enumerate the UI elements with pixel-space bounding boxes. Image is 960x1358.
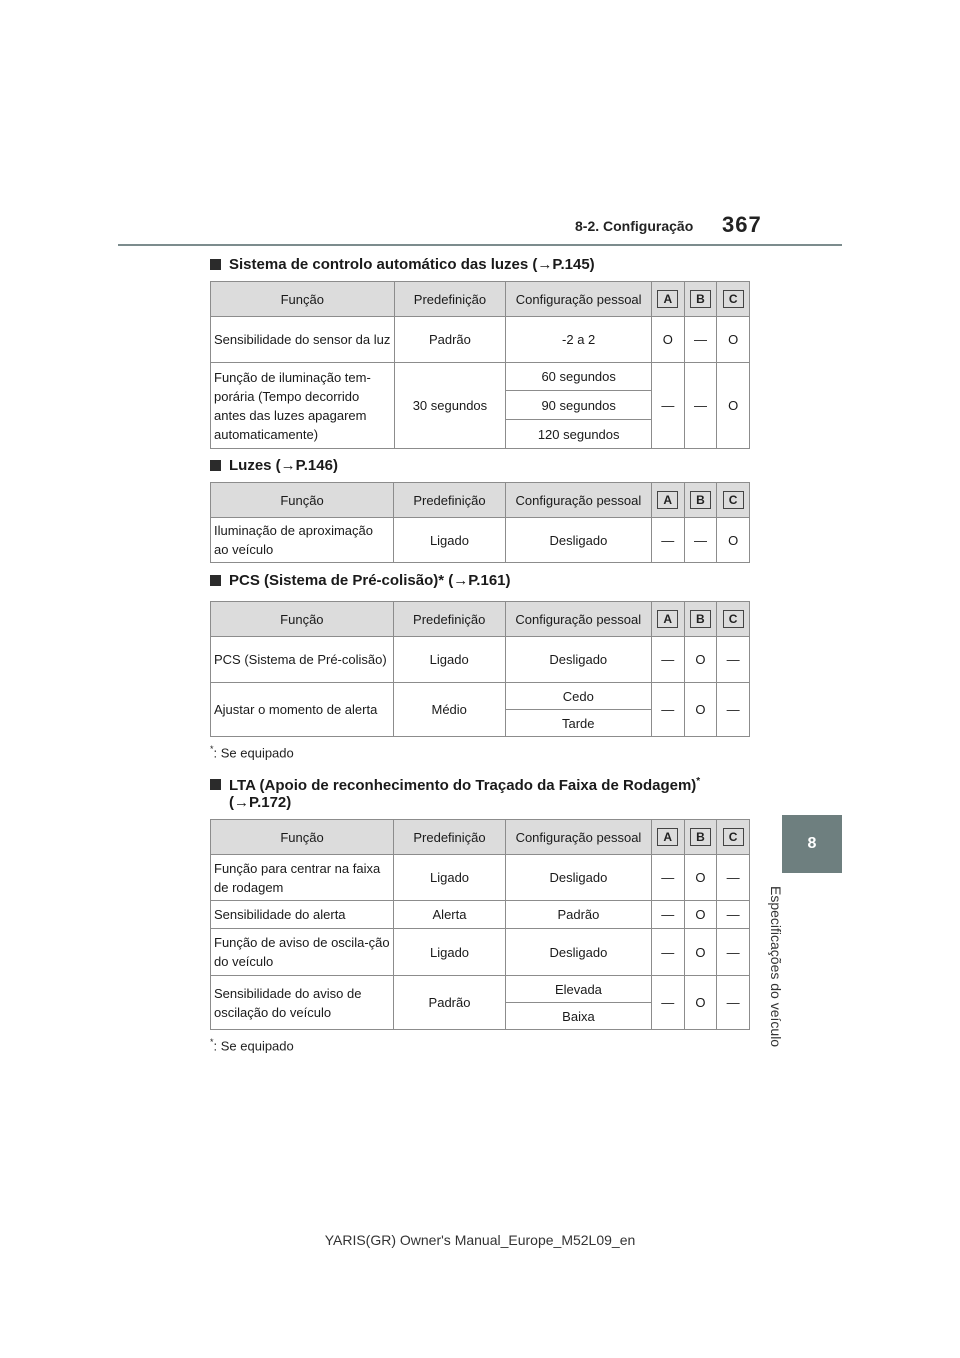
settings-table-lta bbox=[210, 819, 750, 1030]
chapter-title bbox=[768, 886, 804, 1076]
section-heading-text: LTA (Apoio de reconhecimento do Traçado da Faixa de Rodagem) bbox=[229, 777, 697, 794]
header-a: A bbox=[657, 610, 678, 628]
settings-table-pcs bbox=[210, 601, 750, 737]
col-c-cell: O bbox=[717, 518, 750, 563]
default-cell: Ligado bbox=[393, 637, 505, 683]
header-c: C bbox=[723, 828, 744, 846]
col-b-cell: — bbox=[684, 317, 717, 363]
header-default: Predefinição bbox=[394, 820, 506, 855]
col-c-cell: — bbox=[717, 637, 750, 683]
header-function: Função bbox=[211, 820, 394, 855]
setting-cell: 60 segundos bbox=[506, 363, 652, 391]
section-heading-pcs bbox=[210, 572, 511, 589]
section-heading-text: Sistema de controlo automático das luzes (→P.145) bbox=[229, 256, 595, 273]
header-divider bbox=[118, 244, 842, 246]
col-c-cell: O bbox=[717, 363, 750, 449]
default-cell: Padrão bbox=[394, 317, 506, 363]
section-heading-text: Luzes (→P.146) bbox=[229, 457, 338, 474]
header-personal: Configuração pessoal bbox=[505, 820, 651, 855]
square-bullet-icon bbox=[210, 460, 221, 471]
section-heading-asterisk: * bbox=[696, 776, 701, 787]
setting-cell: 90 segundos bbox=[506, 391, 652, 420]
square-bullet-icon bbox=[210, 575, 221, 586]
header-default: Predefinição bbox=[394, 483, 506, 518]
header-b: B bbox=[690, 610, 711, 628]
footnote-text: : Se equipado bbox=[213, 745, 294, 761]
col-c-cell: — bbox=[717, 855, 750, 901]
header-personal: Configuração pessoal bbox=[505, 483, 651, 518]
chapter-tab[interactable] bbox=[782, 815, 842, 873]
setting-cell: Cedo bbox=[505, 683, 651, 710]
col-b-cell: O bbox=[684, 637, 717, 683]
section-heading-lta bbox=[210, 776, 700, 811]
page-footer: YARIS(GR) Owner's Manual_Europe_M52L09_en bbox=[324, 1232, 636, 1248]
default-cell: Ligado bbox=[394, 855, 506, 901]
section-heading-lights bbox=[210, 457, 338, 474]
col-b-cell: O bbox=[684, 901, 717, 929]
footnote bbox=[210, 744, 294, 760]
header-function: Função bbox=[211, 483, 394, 518]
col-b-cell: O bbox=[684, 683, 717, 737]
function-cell: Sensibilidade do aviso de oscilação do veículo bbox=[211, 976, 394, 1030]
chapter-title-text: Especificações do veículo bbox=[768, 886, 784, 1048]
footnote-text: : Se equipado bbox=[213, 1038, 294, 1054]
function-cell: PCS (Sistema de Pré-colisão) bbox=[211, 637, 394, 683]
header-function: Função bbox=[211, 602, 394, 637]
table-row bbox=[211, 929, 750, 976]
page-number: 367 bbox=[722, 212, 762, 237]
function-cell: Função para centrar na faixa de rodagem bbox=[211, 855, 394, 901]
col-b-cell: O bbox=[684, 929, 717, 976]
header-a: A bbox=[657, 491, 678, 509]
table-header-row bbox=[211, 602, 750, 637]
footnote bbox=[210, 1037, 294, 1053]
section-label: 8-2. Configuração bbox=[575, 218, 694, 234]
table-row bbox=[211, 683, 750, 710]
footnote-marker: * bbox=[210, 744, 214, 754]
header-function: Função bbox=[211, 282, 395, 317]
square-bullet-icon bbox=[210, 259, 221, 270]
function-cell: Iluminação de aproximação ao veículo bbox=[211, 518, 394, 563]
setting-cell: Tarde bbox=[505, 710, 651, 737]
header-c: C bbox=[723, 290, 744, 308]
table-row bbox=[211, 518, 750, 563]
table-row bbox=[211, 363, 750, 391]
header-b: B bbox=[690, 828, 711, 846]
header-c: C bbox=[723, 491, 744, 509]
col-a-cell: — bbox=[651, 683, 684, 737]
setting-cell: -2 a 2 bbox=[506, 317, 652, 363]
setting-cell: Baixa bbox=[505, 1003, 651, 1030]
col-a-cell: — bbox=[651, 637, 684, 683]
default-cell: Alerta bbox=[394, 901, 506, 929]
settings-table-auto-lights bbox=[210, 281, 750, 449]
chapter-number: 8 bbox=[807, 835, 817, 852]
table-header-row bbox=[211, 282, 750, 317]
table-header-row bbox=[211, 483, 750, 518]
settings-table-lights bbox=[210, 482, 750, 563]
function-cell: Função de aviso de oscila-ção do veículo bbox=[211, 929, 394, 976]
footnote-marker: * bbox=[210, 1037, 214, 1047]
header-default: Predefinição bbox=[393, 602, 505, 637]
col-a-cell: — bbox=[652, 363, 685, 449]
table-row bbox=[211, 976, 750, 1003]
function-cell: Sensibilidade do alerta bbox=[211, 901, 394, 929]
col-a-cell: — bbox=[651, 901, 684, 929]
col-a-cell: O bbox=[652, 317, 685, 363]
col-b-cell: — bbox=[684, 363, 717, 449]
table-header-row bbox=[211, 820, 750, 855]
header-personal: Configuração pessoal bbox=[506, 282, 652, 317]
header-b: B bbox=[690, 491, 711, 509]
default-cell: 30 segundos bbox=[394, 363, 506, 449]
table-row bbox=[211, 637, 750, 683]
header-c: C bbox=[723, 610, 744, 628]
section-heading-ref: (→P.172) bbox=[229, 794, 292, 811]
setting-cell: Desligado bbox=[505, 929, 651, 976]
setting-cell: Desligado bbox=[505, 637, 651, 683]
setting-cell: Desligado bbox=[505, 518, 651, 563]
header-personal: Configuração pessoal bbox=[505, 602, 651, 637]
col-c-cell: — bbox=[717, 683, 750, 737]
default-cell: Médio bbox=[393, 683, 505, 737]
function-cell: Função de iluminação tem-porária (Tempo decorrido antes das luzes apagarem automaticamente) bbox=[211, 363, 395, 449]
setting-cell: 120 segundos bbox=[506, 420, 652, 449]
col-c-cell: — bbox=[717, 976, 750, 1030]
square-bullet-icon bbox=[210, 779, 221, 790]
section-heading-text: PCS (Sistema de Pré-colisão)* (→P.161) bbox=[229, 572, 511, 589]
section-heading-auto-lights bbox=[210, 256, 595, 273]
setting-cell: Desligado bbox=[505, 855, 651, 901]
header-a: A bbox=[657, 828, 678, 846]
function-cell: Ajustar o momento de alerta bbox=[211, 683, 394, 737]
table-row bbox=[211, 855, 750, 901]
function-cell: Sensibilidade do sensor da luz bbox=[211, 317, 395, 363]
col-c-cell: — bbox=[717, 901, 750, 929]
col-b-cell: — bbox=[684, 518, 717, 563]
col-c-cell: O bbox=[717, 317, 750, 363]
col-c-cell: — bbox=[717, 929, 750, 976]
col-a-cell: — bbox=[651, 976, 684, 1030]
col-b-cell: O bbox=[684, 855, 717, 901]
col-a-cell: — bbox=[651, 855, 684, 901]
table-row bbox=[211, 317, 750, 363]
default-cell: Padrão bbox=[394, 976, 506, 1030]
header-default: Predefinição bbox=[394, 282, 506, 317]
col-a-cell: — bbox=[651, 518, 684, 563]
col-a-cell: — bbox=[651, 929, 684, 976]
header-b: B bbox=[690, 290, 711, 308]
default-cell: Ligado bbox=[394, 518, 506, 563]
col-b-cell: O bbox=[684, 976, 717, 1030]
default-cell: Ligado bbox=[394, 929, 506, 976]
setting-cell: Padrão bbox=[505, 901, 651, 929]
setting-cell: Elevada bbox=[505, 976, 651, 1003]
table-row bbox=[211, 901, 750, 929]
section-heading-block bbox=[229, 776, 700, 811]
header-a: A bbox=[657, 290, 678, 308]
